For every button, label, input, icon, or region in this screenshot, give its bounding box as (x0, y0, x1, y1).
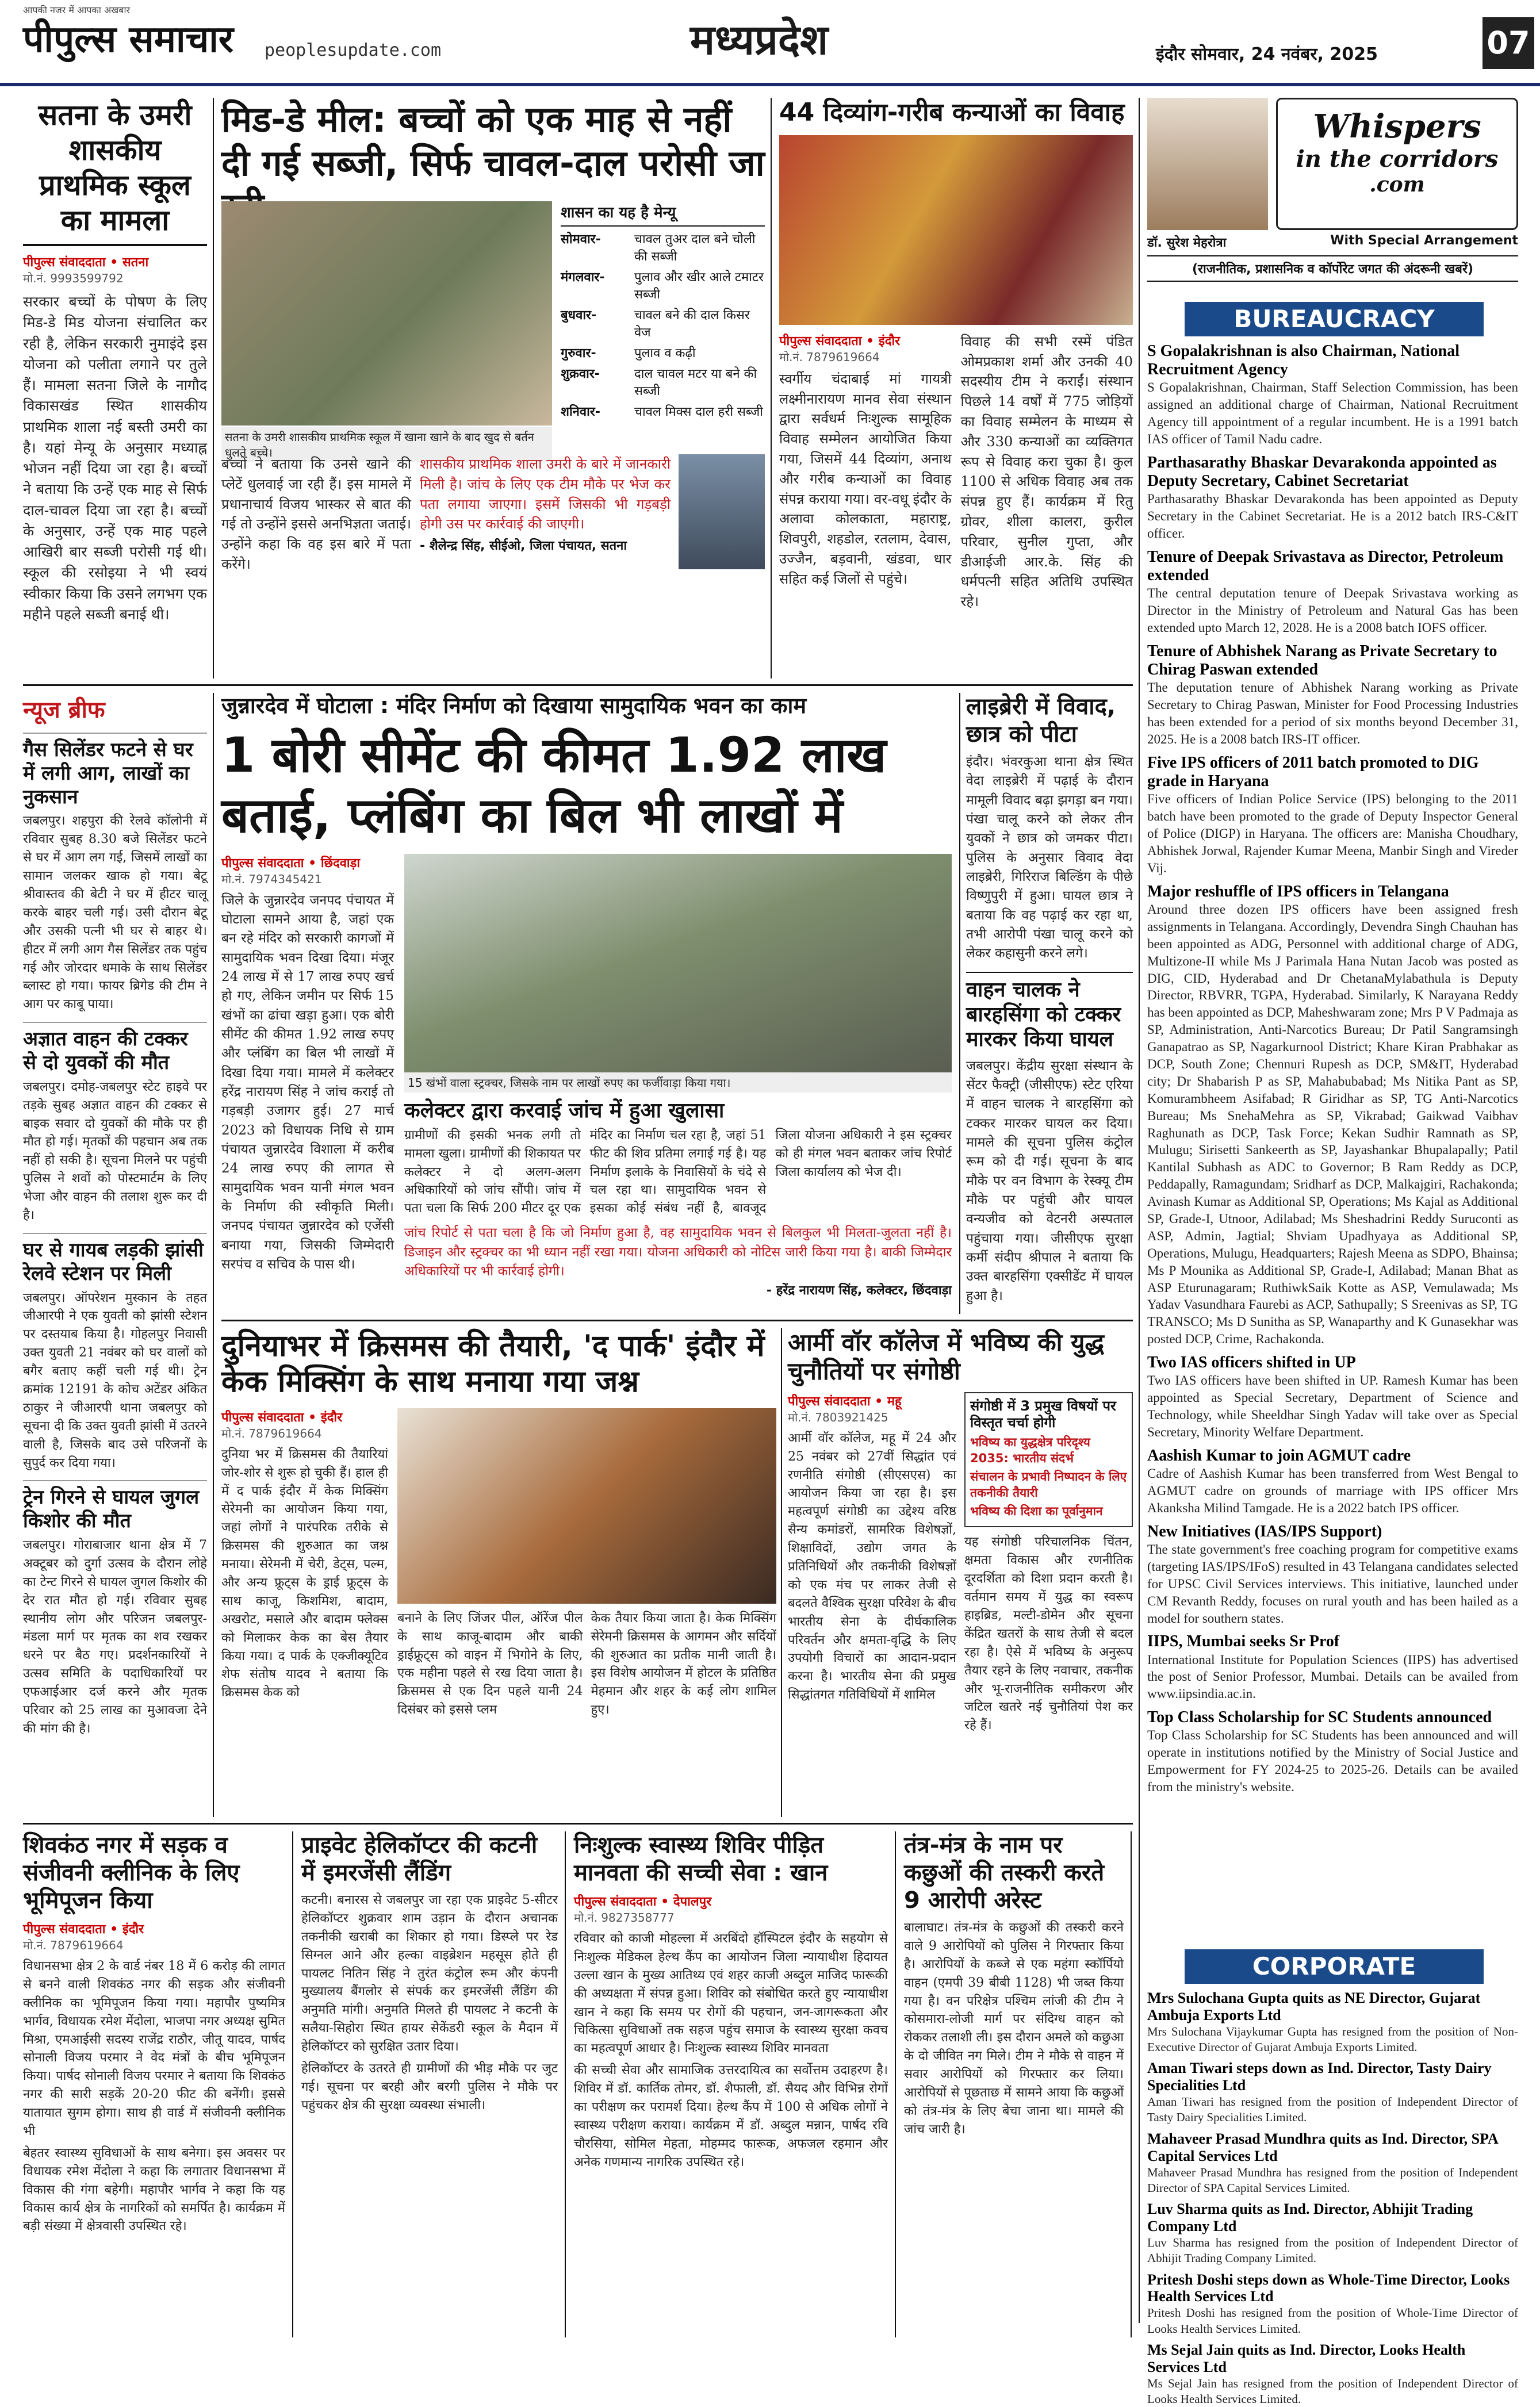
wedding-headline: 44 दिव्यांग-गरीब कन्याओं का विवाह (779, 98, 1125, 127)
news-brief-head: अज्ञात वाहन की टक्कर से दो युवकों की मौत (23, 1028, 188, 1074)
cement-sub1: कलेक्टर द्वारा करवाई जांच में हुआ खुलासा (404, 1098, 725, 1122)
bottom-story-byline: पीपुल्स संवाददाता • इंदौर (23, 1922, 144, 1937)
bureaucracy-item-head: Major reshuffle of IPS officers in Telangana (1147, 882, 1449, 900)
bureaucracy-item (1147, 548, 1518, 637)
columnist-arrangement: With Special Arrangement (1330, 233, 1518, 248)
news-brief (23, 693, 207, 1817)
midday-quote-author: - शैलेन्द्र सिंह, सीईओ, जिला पंचायत, सतना (420, 539, 627, 554)
bureaucracy-item-text: Cadre of Aashish Kumar has been transferred from West Bengal to AGMUT cadre on grounds of marriage with IPS officer Mrs Akanksha Milind Tamgade. He is a 2022 batch IPS officer. (1147, 1466, 1518, 1515)
bureaucracy-item (1147, 754, 1518, 877)
bureaucracy-item (1147, 1447, 1518, 1517)
menu-item: चावल बने की दाल किसर वेज (634, 308, 750, 340)
army-topic: संचालन के प्रभावी निष्पादन के लिए तकनीकी तैयारी (970, 1470, 1127, 1500)
page-number: 07 (1482, 17, 1534, 69)
corporate-item-head: Ms Sejal Jain quits as Ind. Director, Looks Health Services Ltd (1147, 2341, 1466, 2375)
whispers-domain: .com (1369, 173, 1425, 197)
wedding-story (779, 98, 1133, 679)
corporate-item-text: Mrs Sulochana Vijaykumar Gupta has resigned from the position of Non-Executive Director of Gujarat Ambuja Exports Limited. (1147, 2024, 1518, 2055)
bureaucracy-item (1147, 342, 1518, 448)
bureaucracy-item (1147, 642, 1518, 748)
cement-body: जिले के जुन्नारदेव जनपद पंचायत में घोटाला सामने आया है, जहां एक बन रहे मंदिर को सरकारी कागजों में सामुदायिक भवन दिखा दिया। मंजूर 24 लाख में से 17 लाख रुपए खर्च हो गए, लेकिन जमीन पर सिर्फ 15 खंभों का ढांचा खड़ा हुआ। एक बोरी सीमेंट की कीमत 1.92 लाख रुपए और प्लंबिंग का बिल भी लाखों में दिखा दिया गया। मामले में कलेक्टर हरेंद्र नारायण सिंह ने जांच कराई तो गड़बड़ी उजागर हुई। 27 मार्च 2023 को विधायक निधि से ग्राम पंचायत जुन्नारदेव विशाला में करीब 24 लाख रुपए की लागत से सामुदायिक भवन यानी मंगल भवन के निर्माण की स्वीकृति मिली। जनपद पंचायत जुन्नारदेव को एजेंसी बनाया गया, जिसकी जिम्मेदारी सरपंच व सचिव के पास थी। (221, 892, 394, 1273)
menu-row (561, 306, 765, 340)
cement-kicker: जुन्नारदेव में घोटाला : मंदिर निर्माण को दिखाया सामुदायिक भवन का काम (221, 693, 807, 718)
bureaucracy-item-text: Two IAS officers have been shifted in UP. Ramesh Kumar has been appointed as Special Secretary, Department of Science and Technology, while Sheeldhar Singh Yadav will take over as Special Secretary, Minority Welfare Department. (1147, 1373, 1518, 1439)
army-mobile: मो.नं. 7803921425 (788, 1410, 888, 1424)
news-brief-head: घर से गायब लड़की झांसी रेलवे स्टेशन पर मिली (23, 1238, 204, 1285)
bottom-story-col1: बालाघाट। तंत्र-मंत्र के कछुओं की तस्करी करने वाले 9 आरोपियों को पुलिस ने गिरफ्तार किया है। आरोपियों के कब्जे से एक महंगा स्कॉर्पियो वाहन (एमपी 39 बीबी 1128) भी जब्त किया गया है। वन परिक्षेत्र पश्चिम लांजी की टीम ने कोसमारा-लोजी मार्ग पर संदिग्ध वाहन को रोककर तलाशी ली। इस दौरान अमले को कछुआ के दो जीवित नग मिले। टीम ने मौके से वाहन में सवार आरोपियों को गिरफ्तार कर लिया। आरोपियों से पूछताछ में सामने आया कि कछुओं को तंत्र-मंत्र के लिए बेचा जाना था। मामले की जांच जारी है। (904, 1921, 1124, 2137)
cement-sub1-text: ग्रामीणों की इसकी भनक लगी तो मामला खुला। ग्रामीणों की शिकायत पर कलेक्टर ने दो अलग-अलग अधिकारियों को जांच सौंपी। जांच में पता चला कि सिर्फ 200 मीटर दूर एक मंदिर का निर्माण चल रहा है, जहां 51 फीट की शिव प्रतिमा लगाई गई है। यह निर्माण इलाके के निवासियों के चंदे से चल रहा था। सामुदायिक भवन से इसका कोई संबंध नहीं है, बावजूद जिला योजना अधिकारी ने इस स्ट्रक्चर को ही मंगल भवन बताकर जांच रिपोर्ट जिला कार्यालय को भेज दी। (404, 1128, 952, 1216)
news-brief-item (23, 1480, 207, 1738)
menu-box (561, 201, 765, 423)
bureaucracy-item-text: Around three dozen IPS officers have been assigned fresh assignments in Telangana. Accordingly, Devendra Singh Chauhan has been appointed as ADG, Personnel with additional charge of ADG, Multizone-II while Ms J Parimala Hana Nutan Jacob was posted as DIG, CID, Hyderabad and Dr ChetanaMylabathula is Deputy Director, RBVRR, TGPA, Hyderabad. Similarly, K Narayana Reddy has been appointed as DCP, Maheshwaram zone; Mrs P V Padmaja as SP, Administration, Anti-Narcotics Bureau; Dr Patil Sangramsingh Ganapatrao as SP, Nagarkurnool District; Khare Kiran Prabhakar as DCP, South Zone; Chennuri Rupesh as DCP, SM&IT, Hyderabad city; Dr Shabarish P as SP, Mahabubabad; Ms Nitika Pant as SP, Komurambheem Asifabad; R Giridhar as SP, TG Anti-Narcotics Bureau; Ms SnehaMehra as SP, Vikrabad; Gaikwad Vaibhav Raghunath as DCP, Task Force; Kekan Sudhir Ramnath as SP, Mulugu; Sirisetti Sankeerth as SP, Jayashankar Bhupalapally; Patil Kantilal Subhash as ADC to Governor; B Ram Reddy as DCP, Peddapally, Ramagundam; Sridharf as DCP, Malkajgiri, Rachakonda; Avinash Kumar as Additional SP, Operations; Ms Kajal as Additional SP, Grade-I, Utnoor, Adilabad; Ms Sheshadrini Reddy Suruconti as ASP, Admin, Jagtial; Shviam Upadhyaya as Additional SP, Operations, Mulugu, Headquarters; Rajesh Meena as SDPO, Bhainsa; Ms P Mounika as Additional SP, Grade-I, Adilabad; Manan Bhat as ASP Eturunagaram; RuthiwkSaik Kotte as ASP, Vemulawada; Ms Yadav Vasundhara Faurebi as ACP, Sathupally; S Sreenivas as SP, TG TRANSCO; Ms D Sunitha as SP, Wanaparthy and K Gunasekhar was posted DCP, Crime, Rachakonda. (1147, 902, 1518, 1347)
christmas-mobile: मो.नं. 7879619664 (221, 1426, 322, 1440)
bottom-story-headline: तंत्र-मंत्र के नाम पर कछुओं की तस्करी करते 9 आरोपी अरेस्ट (904, 1832, 1105, 1914)
menu-day: गुरुवार- (561, 346, 596, 361)
midday-quote (420, 454, 765, 569)
wedding-mobile: मो.नं. 7879619664 (779, 350, 880, 364)
christmas-photo (397, 1408, 776, 1604)
bottom-story-col2: हेलिकॉप्टर के उतरते ही ग्रामीणों की भीड़ मौके पर जुट गई। सूचना पर बरही और बरगी पुलिस ने मौके पर पहुंचकर क्षेत्र की सुरक्षा व्यवस्था संभाली। (301, 2061, 558, 2113)
army-topic: भविष्य की दिशा का पूर्वानुमान (970, 1504, 1103, 1519)
bureaucracy-item-text: International Institute for Population Sciences (IIPS) has advertised the post of Senior Professor, Mumbai. Details can be availed from www.iipsindia.ac.in. (1147, 1652, 1518, 1701)
news-brief-head: गैस सिलेंडर फटने से घर में लगी आग, लाखों का नुकसान (23, 738, 193, 808)
section-masthead: मध्यप्रदेश (690, 16, 829, 64)
menu-row (561, 230, 765, 265)
bottom-story (23, 1831, 293, 2337)
news-brief-item (23, 1233, 207, 1473)
cement-byline: पीपुल्स संवाददाता • छिंदवाड़ा (221, 856, 361, 871)
satna-body: सरकार बच्चों के पोषण के लिए मिड-डे मिड योजना संचालित कर रही है, लेकिन सरकारी नुमाइंदे इस योजना को पलीता लगाने पर तुले हैं। मामला सतना जिले के नागौद विकासखंड स्थित शासकीय प्राथमिक शाला नई बस्ती उमरी का है। यहां मेन्यू के अनुसार मध्याह्न भोजन नहीं दिया जा रहा है। बच्चों ने बताया कि उन्हें एक माह से सिर्फ दाल-चावल दिया जा रहा है। बच्चों के अनुसार, उन्हें एक माह पहले आखिरी बार सब्जी परोसी गई थी। स्कूल की रसोइया ने भी स्वयं स्वीकार किया कि उसने लगभग एक महीने पहले सब्जी बनाई थी। (23, 293, 207, 623)
army-box-title: संगोष्ठी में 3 प्रमुख विषयों पर विस्तृत चर्चा होगी (970, 1397, 1116, 1431)
news-brief-list (23, 733, 207, 1738)
cement-headline: 1 बोरी सीमेंट की कीमत 1.92 लाख बताई, प्लंबिंग का बिल भी लाखों में (221, 726, 887, 844)
bureaucracy-list (1147, 342, 1518, 1941)
corporate-item-head: Mrs Sulochana Gupta quits as NE Director, Gujarat Ambuja Exports Ltd (1147, 1990, 1481, 2023)
christmas-headline: दुनियाभर में क्रिसमस की तैयारी, 'द पार्क' इंदौर में केक मिक्सिंग के साथ मनाया गया जश्न (221, 1329, 765, 1400)
midday-story (221, 98, 765, 679)
columnist-name: डॉ. सुरेश मेहरोत्रा (1147, 236, 1227, 250)
menu-item: दाल चावल मटर या बने की सब्जी (634, 367, 757, 398)
bureaucracy-item (1147, 1354, 1518, 1441)
newspaper-logo: पीपुल्स समाचार (23, 18, 233, 61)
bureaucracy-item-head: Tenure of Abhishek Narang as Private Secretary to Chirag Paswan extended (1147, 642, 1497, 679)
corporate-list (1147, 1990, 1518, 2406)
news-brief-text: जबलपुर। शहपुरा की रेलवे कॉलोनी में रविवार सुबह 8.30 बजे सिलेंडर फटने से घर में आग लग गई, जिसमें लाखों का सामान जलकर खाक हो गया। बेटू श्रीवास्तव की बेटी ने घर में हीटर चालू करके बाहर चली गई। उसी दौरान बेटू और उसकी पत्नी भी घर से बाहर थे। हीटर में लगी आग गैस सिलेंडर तक पहुंच गई और जोरदार धमाके के साथ सिलेंडर ब्लास्ट हो गया। फायर ब्रिगेड की टीम ने आग पर काबू पाया। (23, 814, 207, 1012)
bureaucracy-item-head: Aashish Kumar to join AGMUT cadre (1147, 1446, 1411, 1465)
bureaucracy-item-head: Top Class Scholarship for SC Students announced (1147, 1708, 1492, 1727)
corporate-item-text: Mahaveer Prasad Mundhra has resigned from the position of Independent Director of SPA Capital Services Limited. (1147, 2165, 1518, 2195)
menu-day: शुक्रवार- (561, 367, 600, 381)
corporate-item (1147, 2060, 1518, 2125)
christmas-col3: केक तैयार किया जाता है। केक मिक्सिंग सेरेमनी क्रिसमस के आगमन और सर्दियों की शुरुआत का प्रतीक मानी जाती है। इस विशेष आयोजन में होटल के प्रतिष्ठित मेहमान और शहर के कई लोग शामिल हुए। (591, 1611, 776, 1718)
army-topic: भविष्य का युद्धक्षेत्र परिदृश्य 2035: भारतीय संदर्भ (970, 1435, 1090, 1466)
menu-row (561, 365, 765, 399)
bottom-story-col1: रविवार को काजी मोहल्ला में अरबिंदो हॉस्पिटल इंदौर के सहयोग से निःशुल्क मेडिकल हेल्थ कैंप का आयोजन जिला न्यायाधीश हिदायत उल्ला खान के मुख्य आतिथ्य एवं शहर काजी अब्दुल माजिद फारूकी की अध्यक्षता में संपन्न हुआ। शिविर को संबोधित करते हुए न्यायाधीश खान ने कहा कि समय पर रोगों की पहचान, जन-जागरूकता और चिकित्सा सुविधाओं तक सहज पहुंच समाज के स्वास्थ्य सुरक्षा कवच का महत्वपूर्ण आधार है। निःशुल्क स्वास्थ्य शिविर मानवता (574, 1931, 888, 2056)
bureaucracy-item (1147, 1632, 1518, 1703)
bottom-story-headline: निःशुल्क स्वास्थ्य शिविर पीड़ित मानवता की सच्ची सेवा : खान (574, 1832, 828, 1886)
bottom-story (574, 1831, 896, 2337)
menu-day: मंगलवार- (561, 270, 605, 285)
bureaucracy-item-head: Tenure of Deepak Srivastava as Director, Petroleum extended (1147, 547, 1504, 585)
wedding-col2: विवाह की सभी रस्में पंडित ओमप्रकाश शर्मा और उनकी 40 सदस्यीय टीम ने कराईं। संस्थान पिछले 14 वर्षों में 775 जोड़ियों का विवाह सम्मेलन के माध्यम से और 330 कन्याओं का व्यक्तिगत रूप से विवाह करा चुका है। कुल 1100 से अधिक विवाह अब तक संपन्न हुए हैं। कार्यक्रम में रितु ग्रोवर, शीला कालरा, कुरील परिवार, सुनील गुप्ता, और डीआईजी आर.के. सिंह की धर्मपत्नी सहित अतिथि उपस्थित रहे। (960, 333, 1133, 610)
library-body: इंदौर। भंवरकुआ थाना क्षेत्र स्थित वेदा लाइब्रेरी में पढ़ाई के दौरान मामूली विवाद बढ़ा झगड़ा बन गया। पंखा चालू करने को लेकर तीन युवकों ने छात्र को जमकर पीटा। पुलिस के अनुसार विवाद वेदा लाइब्रेरी, गिरिराज बिल्डिंग के पीछे विष्णुपुरी में हुआ। घायल छात्र ने बताया कि वह पढ़ाई कर रहा था, तभी आरोपी पंखा चालू करने को लेकर कहासुनी करने लगे। (966, 754, 1133, 961)
corporate-item-text: Pritesh Doshi has resigned from the position of Whole-Time Director of Looks Health Services Limited. (1147, 2306, 1518, 2336)
bureaucracy-item-text: The deputation tenure of Abhishek Narang working as Private Secretary to Chirag Paswan, Minister for Food Processing Industries has been extended for a period of six months beyond December 31, 2025. He is a 2008 batch IRS-IT officer. (1147, 680, 1518, 747)
news-brief-text: जबलपुर। दमोह-जबलपुर स्टेट हाइवे पर तड़के सुबह अज्ञात वाहन की टक्कर से बाइक सवार दो युवकों की मौके पर ही मौत हो गई। मृतकों की पहचान अब तक नहीं हो सकी है। सूचना मिलने पर पहुंची पुलिस ने शवों को पोस्टमार्टम के लिए भेजा और वाहन की तलाश शुरू कर दी है। (23, 1079, 207, 1223)
midday-headline: मिड-डे मील: बच्चों को एक माह से नहीं दी गई सब्जी, सिर्फ चावल-दाल परोसी जा (221, 98, 765, 184)
satna-mobile: मो.नं. 9993599792 (23, 271, 124, 285)
menu-list (561, 230, 765, 420)
satna-story (23, 98, 207, 679)
menu-title: शासन का यह है मेन्यू (561, 201, 765, 227)
bureaucracy-item-head: IIPS, Mumbai seeks Sr Prof (1147, 1632, 1340, 1651)
cement-mobile: मो.नं. 7974345421 (221, 872, 322, 886)
whispers-logo (1276, 98, 1518, 230)
cement-photo (404, 854, 952, 1072)
whispers-title: Whispers (1313, 108, 1481, 145)
bureaucracy-item (1147, 1523, 1518, 1627)
news-brief-label: न्यूज ब्रीफ (23, 697, 105, 723)
menu-item: पुलाव और खीर आले टमाटर सब्जी (634, 270, 764, 302)
bureaucracy-item-text: Five officers of Indian Police Service (IPS) belonging to the 2011 batch have been promoted to the grade of Deputy Inspector General of Police (DIGP) in Haryana. The officers are: Manisha Choudhary, Abhishek Jorwal, Rajender Kumar Meena, Manbir Singh and Vireder Vij. (1147, 792, 1518, 875)
wedding-col1: स्वर्गीय चंदाबाई मां गायत्री लक्ष्मीनारायण मानव सेवा संस्थान द्वारा सर्वधर्म निःशुल्क सामूहिक विवाह सम्मेलन आयोजित किया गया, जिसमें 44 दिव्यांग, अनाथ और गरीब कन्याओं का विवाह संपन्न कराया गया। वर-वधू इंदौर के अलावा कोलकाता, महाराष्ट्र, शिवपुरी, शहडोल, रतलाम, देवास, उज्जैन, बड़वानी, खंडवा, धार सहित कई जिलों से पहुंचे। (779, 370, 952, 587)
corporate-item-head: Aman Tiwari steps down as Ind. Director, Tasty Dairy Specialities Ltd (1147, 2060, 1492, 2094)
news-brief-item (23, 1022, 207, 1225)
news-brief-text: जबलपुर। गोराबाजार थाना क्षेत्र में 7 अक्टूबर को दुर्गा उत्सव के दौरान लोहे का टेन्ट गिरने से घायल जुगल किशोर की देर रात मौत हो गई। रविवार सुबह स्थानीय लोग और परिजन जबलपुर-मंडला मार्ग पर मृतक का शव रखकर धरने पर बैठ गए। प्रदर्शनकारियों ने उत्सव समिति के पदाधिकारियों पर एफआईआर दर्ज करने और मृतक परिवार को 25 लाख का मुआवजा देने की मांग की है। (23, 1538, 207, 1736)
bottom-story (301, 1831, 566, 2337)
midday-photo (221, 201, 552, 426)
cement-photo-caption: 15 खंभों वाला स्ट्रक्चर, जिसके नाम पर लाखों रुपए का फर्जीवाड़ा किया गया। (404, 1072, 952, 1093)
bureaucracy-item-text: S Gopalakrishnan, Chairman, Staff Selection Commission, has been assigned an additional charge of Chairman, National Recruitment Agency till appointment of a regular incumbent. He is a 1991 batch IAS officer of Tamil Nadu cadre. (1147, 380, 1518, 447)
whispers-column (1147, 98, 1518, 282)
wedding-byline: पीपुल्स संवाददाता • इंदौर (779, 334, 901, 348)
menu-day: शनिवार- (561, 405, 600, 419)
bottom-story-col1: कटनी। बनारस से जबलपुर जा रहा एक प्राइवेट 5-सीटर हेलिकॉप्टर शुक्रवार शाम उड़ान के दौरान अचानक तकनीकी खराबी का शिकार हो गया। डिस्प्ले पर रेड सिग्नल आने और हल्का वाइब्रेशन महसूस होते ही पायलट नितिन सिंह ने तुरंत कंट्रोल रूम और कंपनी मुख्यालय बैंगलोर से संपर्क कर इमरजेंसी लैंडिंग की अनुमति मांगी। अनुमति मिलते ही पायलट ने कटनी के सलैया-सिहोरा स्थित हायर सेकेंडरी स्कूल के मैदान में हेलिकॉप्टर को सुरक्षित उतार दिया। (301, 1893, 558, 2055)
menu-row (561, 403, 765, 420)
columnist-photo (1147, 98, 1268, 230)
menu-item: चावल मिक्स दाल हरी सब्जी (634, 405, 763, 419)
christmas-col2: बनाने के लिए जिंजर पील, ऑरेंज पील के साथ काजू-बादाम और बाकी ड्राईफ्रूट्स को वाइन में भिगोने के लिए, एक महीना पहले से रख दिया जाता है। क्रिसमस से एक दिन पहले यानी 24 दिसंबर को इससे प्लम (397, 1611, 583, 1718)
christmas-byline: पीपुल्स संवाददाता • इंदौर (221, 1410, 343, 1425)
bottom-story-headline: प्राइवेट हेलिकॉप्टर की कटनी में इमरजेंसी लैंडिंग (301, 1832, 538, 1886)
barasingha-headline: वाहन चालक ने बारहसिंगा को टक्कर मारकर किया घायल (966, 978, 1121, 1052)
bureaucracy-item (1147, 454, 1518, 542)
menu-row (561, 344, 765, 361)
army-topics-box (964, 1392, 1133, 1528)
bottom-story-col1: विधानसभा क्षेत्र 2 के वार्ड नंबर 18 में 6 करोड़ की लागत से बनने वाली शिवकंठ नगर की सड़क और संजीवनी क्लीनिक का भूमिपूजन किया गया। महापौर पुष्यमित्र भार्गव, विधायक रमेश मेंदोला, भाजपा नगर अध्यक्ष सुमित मिश्रा, एमआईसी सदस्य राजेंद्र राठौर, जीतू यादव, पार्षद सोनाली विजय परमार ने वेद मंत्रों के बीच भूमिपूजन किया। पार्षद सोनाली विजय परमार ने बताया कि शिवकंठ नगर की सारी सड़कें 20-20 फीट की बनेंगी। इससे यातायात सुगम होगा। साथ ही वार्ड में संजीवनी क्लीनिक भी (23, 1959, 285, 2139)
page-header (0, 0, 1540, 86)
bureaucracy-item-text: Top Class Scholarship for SC Students has been announced and will operate in institutions notified by the Ministry of Social Justice and Empowerment for FY 2024-25 to 2025-26. Details can be availed from the ministry's website. (1147, 1728, 1518, 1795)
corporate-band: CORPORATE (1185, 1949, 1484, 1984)
army-story (788, 1328, 1133, 1817)
whispers-subtitle: in the corridors (1296, 145, 1499, 173)
corporate-item-head: Mahaveer Prasad Mundhra quits as Ind. Director, SPA Capital Services Ltd (1147, 2130, 1498, 2164)
bureaucracy-item-head: Five IPS officers of 2011 batch promoted to DIG grade in Haryana (1147, 753, 1479, 791)
army-topics-list (970, 1434, 1127, 1519)
library-story (966, 693, 1133, 969)
corporate-item (1147, 2201, 1518, 2266)
corporate-item-text: Luv Sharma has resigned from the position of Independent Director of Abhijit Trading Company Limited. (1147, 2235, 1518, 2266)
dateline: इंदौर सोमवार, 24 नवंबर, 2025 (1156, 44, 1378, 64)
menu-row (561, 268, 765, 302)
bottom-story-byline: पीपुल्स संवाददाता • देपालपुर (574, 1895, 712, 1909)
corporate-item (1147, 2341, 1518, 2407)
corporate-item-text: Aman Tiwari has resigned from the position of Independent Director of Tasty Dairy Specialities Limited. (1147, 2095, 1518, 2125)
corporate-item (1147, 2271, 1518, 2337)
corporate-item-head: Luv Sharma quits as Ind. Director, Abhijit Trading Company Ltd (1147, 2201, 1473, 2235)
bottom-story (904, 1831, 1132, 2337)
army-col2: यह संगोष्ठी परिचालनिक चिंतन, क्षमता विकास और रणनीतिक दूरदर्शिता को दिशा प्रदान करती है। वर्तमान समय में युद्ध का स्वरूप हाइब्रिड, मल्टी-डोमेन और सूचना केंद्रित खतरों के साथ तेजी से बदल रहा है। ऐसे में भविष्य के अनुरूप तैयार रहने के लिए नवाचार, तकनीक और भू-राजनीतिक समीकरण और जटिल खतरे नई चुनौतियां पेश कर रहे हैं। (964, 1535, 1133, 1733)
bottom-row (23, 1831, 1133, 2337)
menu-item: चावल तुअर दाल बने चोली की सब्जी (634, 232, 756, 264)
bottom-story-col2: की सच्ची सेवा और सामाजिक उत्तरदायित्व का सर्वोत्तम उदाहरण है। शिविर में डॉ. कार्तिक तोमर, डॉ. शैफाली, डॉ. सैयद और विभिन्न रोगों का परीक्षण कर परामर्श दिया। हेल्थ कैंप में 100 से अधिक लोगों ने स्वास्थ्य परीक्षण कराया। कार्यक्रम में डॉ. अब्दुल मन्नान, पार्षद रवि चौरसिया, सोमिल मेहता, मोहम्मद फारूक, अफजल रहमान और अनेक गणमान्य नागरिक उपस्थित रहे। (574, 2063, 888, 2170)
bureaucracy-item-text: The state government's free coaching program for competitive exams (targeting IAS/IPS/IFoS) resulted in 43 Telangana candidates selected for UPSC Civil Services interviews. This initiative, launched under CM Revanth Reddy, focuses on rural youth and has been hailed as a model for southern states. (1147, 1542, 1518, 1626)
midday-photo-caption: सतना के उमरी शासकीय प्राथमिक स्कूल में खाना खाने के बाद खुद से बर्तन धुलते बच्चे। (221, 427, 552, 462)
midday-side-text: बच्चों ने बताया कि उनसे खाने की प्लेटें धुलवाई जा रही हैं। इस मामले में प्रधानाचार्य विजय भास्कर से बात की गई तो उन्होंने इससे अनभिज्ञता जताई। उन्होंने कहा कि वह इस बारे में पता करेंगे। (221, 456, 411, 572)
bureaucracy-item-head: S Gopalakrishnan is also Chairman, National Recruitment Agency (1147, 342, 1460, 379)
bureaucracy-item (1147, 1708, 1518, 1796)
bottom-story-mobile: मो.नं. 7879619664 (23, 1938, 124, 1952)
website-url[interactable]: peoplesupdate.com (265, 40, 442, 60)
library-headline: लाइब्रेरी में विवाद, छात्र को पीटा (966, 693, 1116, 748)
menu-item: पुलाव व कढ़ी (634, 346, 696, 361)
news-brief-item (23, 733, 207, 1014)
corporate-item-text: Ms Sejal Jain has resigned from the position of Independent Director of Looks Health Services Limited. (1147, 2376, 1518, 2406)
satna-byline: पीपुल्स संवाददाता • सतना (23, 255, 149, 270)
whispers-tagline: (राजनीतिक, प्रशासनिक व कॉर्पोरेट जगत की अंदरूनी खबरें) (1147, 255, 1518, 282)
bottom-story-headline: शिवकंठ नगर में सड़क व संजीवनी क्लीनिक के लिए भूमिपूजन किया (23, 1832, 240, 1914)
cement-quote-author: - हरेंद्र नारायण सिंह, कलेक्टर, छिंदवाड़ा (766, 1283, 952, 1298)
christmas-story (221, 1328, 776, 1817)
logo-tagline: आपकी नजर में आपका अखबार (23, 5, 131, 16)
cement-sub-column (966, 972, 1133, 1311)
ceo-photo (679, 454, 765, 569)
bottom-story-mobile: मो.नं. 9827358777 (574, 1911, 675, 1925)
bureaucracy-item-head: New Initiatives (IAS/IPS Support) (1147, 1522, 1382, 1540)
wedding-photo (779, 135, 1133, 325)
cement-story (221, 693, 952, 1314)
menu-day: सोमवार- (561, 232, 601, 247)
midday-quote-text: शासकीय प्राथमिक शाला उमरी के बारे में जानकारी मिली है। जांच के लिए एक टीम मौके पर भेज कर पता लगाया जाएगा। इसमें जिसकी भी गड़बड़ी होगी उस पर कार्रवाई की जाएगी। (420, 456, 671, 532)
bottom-story-col2: बेहतर स्वास्थ्य सुविधाओं के साथ बनेगा। इस अवसर पर विधायक रमेश मेंदोला ने कहा कि लगातार विधानसभा में विकास की गंगा बहेगी। महापौर भार्गव ने कहा कि यह विकास कार्य क्षेत्र के नागरिकों को समर्पित है। कार्यक्रम में बड़ी संख्या में क्षेत्रवासी उपस्थित रहे। (23, 2145, 285, 2234)
army-headline: आर्मी वॉर कॉलेज में भविष्य की युद्ध चुनौतियों पर संगोष्ठी (788, 1328, 1105, 1386)
army-col1: आर्मी वॉर कॉलेज, महू में 24 और 25 नवंबर को 27वीं सिद्धांत एवं रणनीति संगोष्ठी (सीएसएस) का आयोजन किया जा रहा है। इस महत्वपूर्ण संगोष्ठी का उद्देश्य वरिष्ठ सैन्य कमांडरों, सामरिक विशेषज्ञों, शिक्षाविदों, उद्योग जगत के प्रतिनिधियों और तकनीकी विशेषज्ञों को एक मंच पर लाकर तेजी से बदलते वैश्विक सुरक्षा परिवेश के बीच भारतीय सेना के दीर्घकालिक परिवर्तन और क्षमता-वृद्धि के लिए उपयोगी विचारों का आदान-प्रदान करना है। भारतीय सेना की प्रमुख सिद्धांतगत गतिविधियों में शामिल (788, 1431, 956, 1703)
corporate-item-head: Pritesh Doshi steps down as Whole-Time Director, Looks Health Services Ltd (1147, 2271, 1510, 2305)
bureaucracy-item-head: Two IAS officers shifted in UP (1147, 1354, 1356, 1372)
bureaucracy-item-head: Parthasarathy Bhaskar Devarakonda appointed as Deputy Secretary, Cabinet Secretariat (1147, 453, 1497, 490)
bureaucracy-item-text: The central deputation tenure of Deepak Srivastava working as Director in the Ministry of Petroleum and Natural Gas has been extended upto March 12, 2028. He is a 2008 batch IOFS officer. (1147, 586, 1518, 635)
satna-headline: सतना के उमरी शासकीय प्राथमिक स्कूल का मामला (23, 98, 207, 246)
barasingha-body: जबलपुर। केंद्रीय सुरक्षा संस्थान के सेंटर फैक्ट्री (जीसीएफ) स्टेट एरिया में वाहन चालक ने बारहसिंगा को टक्कर मारकर घायल कर दिया। मामले की सूचना पुलिस कंट्रोल रूम को दी गई। सूचना के बाद मौके पर वन विभाग के रेस्क्यू टीम मौके पर पहुंची और घायल वन्यजीव को वेटनरी अस्पताल पहुंचाया गया। जीसीएफ सुरक्षा कर्मी संदीप श्रीपाल ने बताया कि उक्त बारहसिंगा एक्सीडेंट में घायल हुआ है। (966, 1058, 1133, 1304)
bureaucracy-band: BUREAUCRACY (1185, 302, 1484, 336)
bureaucracy-item-text: Parthasarathy Bhaskar Devarakonda has been appointed as Deputy Secretary in the Cabinet Secretariat. He is a 2012 batch IRS-C&IT officer. (1147, 492, 1518, 541)
christmas-col1: दुनिया भर में क्रिसमस की तैयारियां जोर-शोर से शुरू हो चुकी हैं। हाल ही में द पार्क इंदौर में केक मिक्सिंग सेरेमनी का आयोजन किया गया, जहां लोगों ने पारंपरिक तरीके से क्रिसमस की शुरुआत का जश्न मनाया। सेरेमनी में चेरी, डेट्स, पल्म, और अन्य फ्रूट्स के ड्राई फ्रूट्स के साथ काजू, किशमिश, बादाम, अखरोट, मसाले और बादाम फ्लेक्स को मिलाकर केक का बेस तैयार किया गया। द पार्क के एक्जीक्यूटिव शेफ संतोष यादव ने बताया कि क्रिसमस केक को (221, 1447, 388, 1700)
news-brief-text: जबलपुर। ऑपरेशन मुस्कान के तहत जीआरपी ने एक युवती को झांसी स्टेशन पर दस्तयाब किया है। गोहलपुर निवासी उक्त युवती 21 नवंबर को घर वालों को बगैर बताए कहीं चली गई थी। ट्रेन क्रमांक 12191 के कोच अटेंडर अंकित ठाकुर ने जीआरपी थाना जबलपुर को सूचना दी कि उक्त युवती झांसी में उतरने वाली है, जिसके बाद उसे परिजनों के सुपुर्द कर दिया गया। (23, 1290, 207, 1470)
corporate-item (1147, 2130, 1518, 2196)
cement-quote: जांच रिपोर्ट से पता चला है कि जो निर्माण हुआ है, वह सामुदायिक भवन से बिलकुल भी मिलता-जुलता नहीं है। डिजाइन और स्ट्रक्चर का भी ध्यान नहीं रखा गया। योजना अधिकारी को नोटिस जारी किया गया है। बाकी जिम्मेदार अधिकारियों पर भी कार्रवाई होगी। (404, 1225, 952, 1279)
corporate-item (1147, 1990, 1518, 2055)
news-brief-head: ट्रेन गिरने से घायल जुगल किशोर की मौत (23, 1486, 200, 1533)
army-byline: पीपुल्स संवाददाता • महू (788, 1394, 902, 1409)
menu-day: बुधवार- (561, 308, 597, 323)
bureaucracy-item (1147, 883, 1518, 1348)
